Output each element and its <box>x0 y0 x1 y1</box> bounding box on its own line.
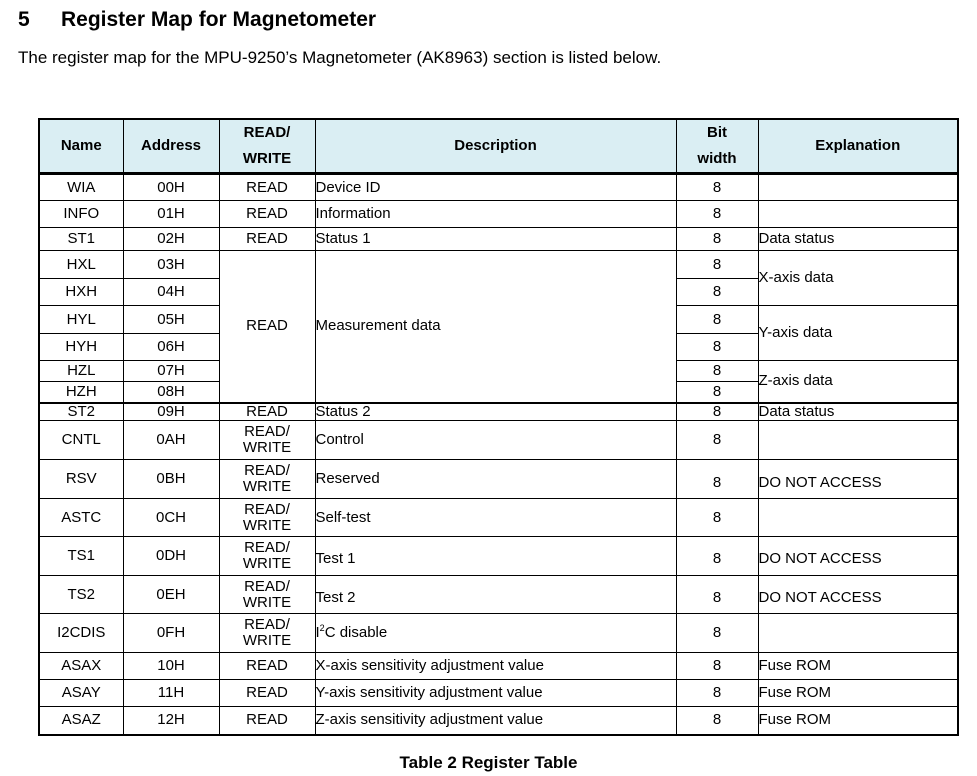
cell-name: ASTC <box>39 499 123 537</box>
register-table <box>38 118 959 736</box>
section-heading <box>18 8 376 32</box>
cell-explanation <box>758 201 958 228</box>
cell-description: Z-axis sensitivity adjustment value <box>315 707 676 735</box>
cell-address: 05H <box>123 306 219 334</box>
cell-measurement-description: Measurement data <box>315 251 676 403</box>
cell-name: HYH <box>39 334 123 361</box>
cell-bit-width: 8 <box>676 403 758 421</box>
section-title: Register Map for Magnetometer <box>61 8 377 31</box>
cell-bit-width: 8 <box>676 306 758 334</box>
cell-name: ASAX <box>39 653 123 680</box>
cell-description: Reserved <box>315 460 676 499</box>
cell-name: HXH <box>39 279 123 306</box>
cell-bit-width: 8 <box>676 460 758 499</box>
cell-address: 03H <box>123 251 219 279</box>
cell-description <box>315 614 676 653</box>
cell-name: WIA <box>39 174 123 201</box>
header-bit-width-line1: Bit <box>707 124 727 141</box>
cell-bit-width: 8 <box>676 576 758 614</box>
cell-read-write: READ <box>219 201 315 228</box>
cell-description: Test 1 <box>315 537 676 576</box>
cell-bit-width: 8 <box>676 228 758 251</box>
cell-address: 10H <box>123 653 219 680</box>
cell-explanation: DO NOT ACCESS <box>758 537 958 576</box>
cell-address: 0FH <box>123 614 219 653</box>
cell-address: 0BH <box>123 460 219 499</box>
header-read-write <box>219 119 315 174</box>
cell-name: HZL <box>39 361 123 382</box>
cell-read-write-line2: WRITE <box>242 478 292 495</box>
cell-address: 0DH <box>123 537 219 576</box>
description-i-part: I <box>315 624 320 642</box>
cell-x-axis-explanation: X-axis data <box>758 251 958 306</box>
table-row <box>39 614 958 653</box>
cell-explanation <box>758 174 958 201</box>
cell-address: 00H <box>123 174 219 201</box>
table-row <box>39 460 958 499</box>
cell-bit-width: 8 <box>676 421 758 460</box>
intro-paragraph: The register map for the MPU-9250’s Magnetometer (AK8963) section is listed below. <box>18 48 662 67</box>
cell-explanation: Data status <box>758 403 958 421</box>
table-caption: Table 2 Register Table <box>399 753 578 772</box>
cell-name: ASAY <box>39 680 123 707</box>
cell-explanation <box>758 499 958 537</box>
cell-address: 0CH <box>123 499 219 537</box>
cell-address: 01H <box>123 201 219 228</box>
cell-description: X-axis sensitivity adjustment value <box>315 653 676 680</box>
cell-name: ST2 <box>39 403 123 421</box>
cell-description: Self-test <box>315 499 676 537</box>
cell-read-write-line1: READ/ <box>244 577 290 595</box>
cell-bit-width: 8 <box>676 361 758 382</box>
cell-bit-width: 8 <box>676 382 758 403</box>
cell-address: 04H <box>123 279 219 306</box>
cell-read-write <box>219 576 315 614</box>
cell-read-write <box>219 421 315 460</box>
cell-explanation: Data status <box>758 228 958 251</box>
cell-read-write: READ <box>219 680 315 707</box>
table-row <box>39 707 958 735</box>
cell-bit-width: 8 <box>676 614 758 653</box>
cell-name: RSV <box>39 460 123 499</box>
cell-read-write-line1: READ/ <box>244 500 290 518</box>
cell-bit-width: 8 <box>676 653 758 680</box>
table-row <box>39 228 958 251</box>
cell-name: ASAZ <box>39 707 123 735</box>
cell-explanation: Fuse ROM <box>758 653 958 680</box>
cell-bit-width: 8 <box>676 251 758 279</box>
table-row <box>39 201 958 228</box>
cell-description: Status 2 <box>315 403 676 421</box>
description-superscript: 2 <box>319 623 325 634</box>
cell-description: Device ID <box>315 174 676 201</box>
header-bit-width-line2: width <box>697 150 737 167</box>
cell-explanation <box>758 421 958 460</box>
table-row <box>39 576 958 614</box>
cell-address: 08H <box>123 382 219 403</box>
cell-name: TS1 <box>39 537 123 576</box>
cell-bit-width: 8 <box>676 279 758 306</box>
header-read-write-line1: READ/ <box>243 124 291 141</box>
cell-read-write <box>219 614 315 653</box>
cell-explanation: Fuse ROM <box>758 707 958 735</box>
table-row <box>39 421 958 460</box>
cell-description: Information <box>315 201 676 228</box>
cell-address: 0EH <box>123 576 219 614</box>
header-address: Address <box>123 119 219 174</box>
header-name: Name <box>39 119 123 174</box>
cell-read-write-line1: READ/ <box>244 539 290 557</box>
cell-address: 12H <box>123 707 219 735</box>
header-bit-width <box>676 119 758 174</box>
cell-bit-width: 8 <box>676 334 758 361</box>
section-number: 5 <box>18 8 30 31</box>
table-row <box>39 251 958 279</box>
header-description: Description <box>315 119 676 174</box>
cell-explanation: Fuse ROM <box>758 680 958 707</box>
cell-explanation: DO NOT ACCESS <box>758 460 958 499</box>
cell-read-write: READ <box>219 707 315 735</box>
cell-description: Test 2 <box>315 576 676 614</box>
cell-read-write-line1: READ/ <box>244 462 290 480</box>
cell-address: 02H <box>123 228 219 251</box>
header-explanation: Explanation <box>758 119 958 174</box>
cell-address: 06H <box>123 334 219 361</box>
cell-z-axis-explanation: Z-axis data <box>758 361 958 403</box>
cell-address: 09H <box>123 403 219 421</box>
cell-bit-width: 8 <box>676 499 758 537</box>
cell-read-write <box>219 460 315 499</box>
cell-read-write-line2: WRITE <box>242 593 292 611</box>
cell-name: CNTL <box>39 421 123 460</box>
cell-read-write-line1: READ/ <box>244 616 290 634</box>
cell-name: HXL <box>39 251 123 279</box>
cell-description: Y-axis sensitivity adjustment value <box>315 680 676 707</box>
cell-bit-width: 8 <box>676 707 758 735</box>
table-row <box>39 680 958 707</box>
cell-y-axis-explanation: Y-axis data <box>758 306 958 361</box>
cell-name: I2CDIS <box>39 614 123 653</box>
cell-explanation: DO NOT ACCESS <box>758 576 958 614</box>
header-read-write-line2: WRITE <box>242 150 292 167</box>
cell-read-write: READ <box>219 653 315 680</box>
table-header-row <box>39 119 958 174</box>
cell-name: INFO <box>39 201 123 228</box>
cell-name: ST1 <box>39 228 123 251</box>
description-rest: C disable <box>324 624 388 642</box>
cell-name: HZH <box>39 382 123 403</box>
cell-read-write <box>219 537 315 576</box>
cell-name: HYL <box>39 306 123 334</box>
cell-read-write-line1: READ/ <box>244 423 290 441</box>
cell-bit-width: 8 <box>676 201 758 228</box>
cell-bit-width: 8 <box>676 680 758 707</box>
cell-read-write-line2: WRITE <box>242 632 292 649</box>
cell-read-write-line2: WRITE <box>242 555 292 572</box>
cell-description: Control <box>315 421 676 460</box>
cell-read-write-line2: WRITE <box>242 516 292 534</box>
cell-read-write: READ <box>219 174 315 201</box>
cell-description: Status 1 <box>315 228 676 251</box>
table-row <box>39 653 958 680</box>
cell-name: TS2 <box>39 576 123 614</box>
cell-read-write: READ <box>219 403 315 421</box>
cell-read-write <box>219 499 315 537</box>
table-row <box>39 499 958 537</box>
cell-read-write-line2: WRITE <box>242 439 292 456</box>
cell-bit-width: 8 <box>676 174 758 201</box>
cell-explanation <box>758 614 958 653</box>
cell-address: 07H <box>123 361 219 382</box>
cell-measurement-read-write: READ <box>219 251 315 403</box>
cell-bit-width: 8 <box>676 537 758 576</box>
table-row <box>39 537 958 576</box>
cell-address: 11H <box>123 680 219 707</box>
cell-address: 0AH <box>123 421 219 460</box>
table-row <box>39 174 958 201</box>
cell-read-write: READ <box>219 228 315 251</box>
table-row <box>39 403 958 421</box>
